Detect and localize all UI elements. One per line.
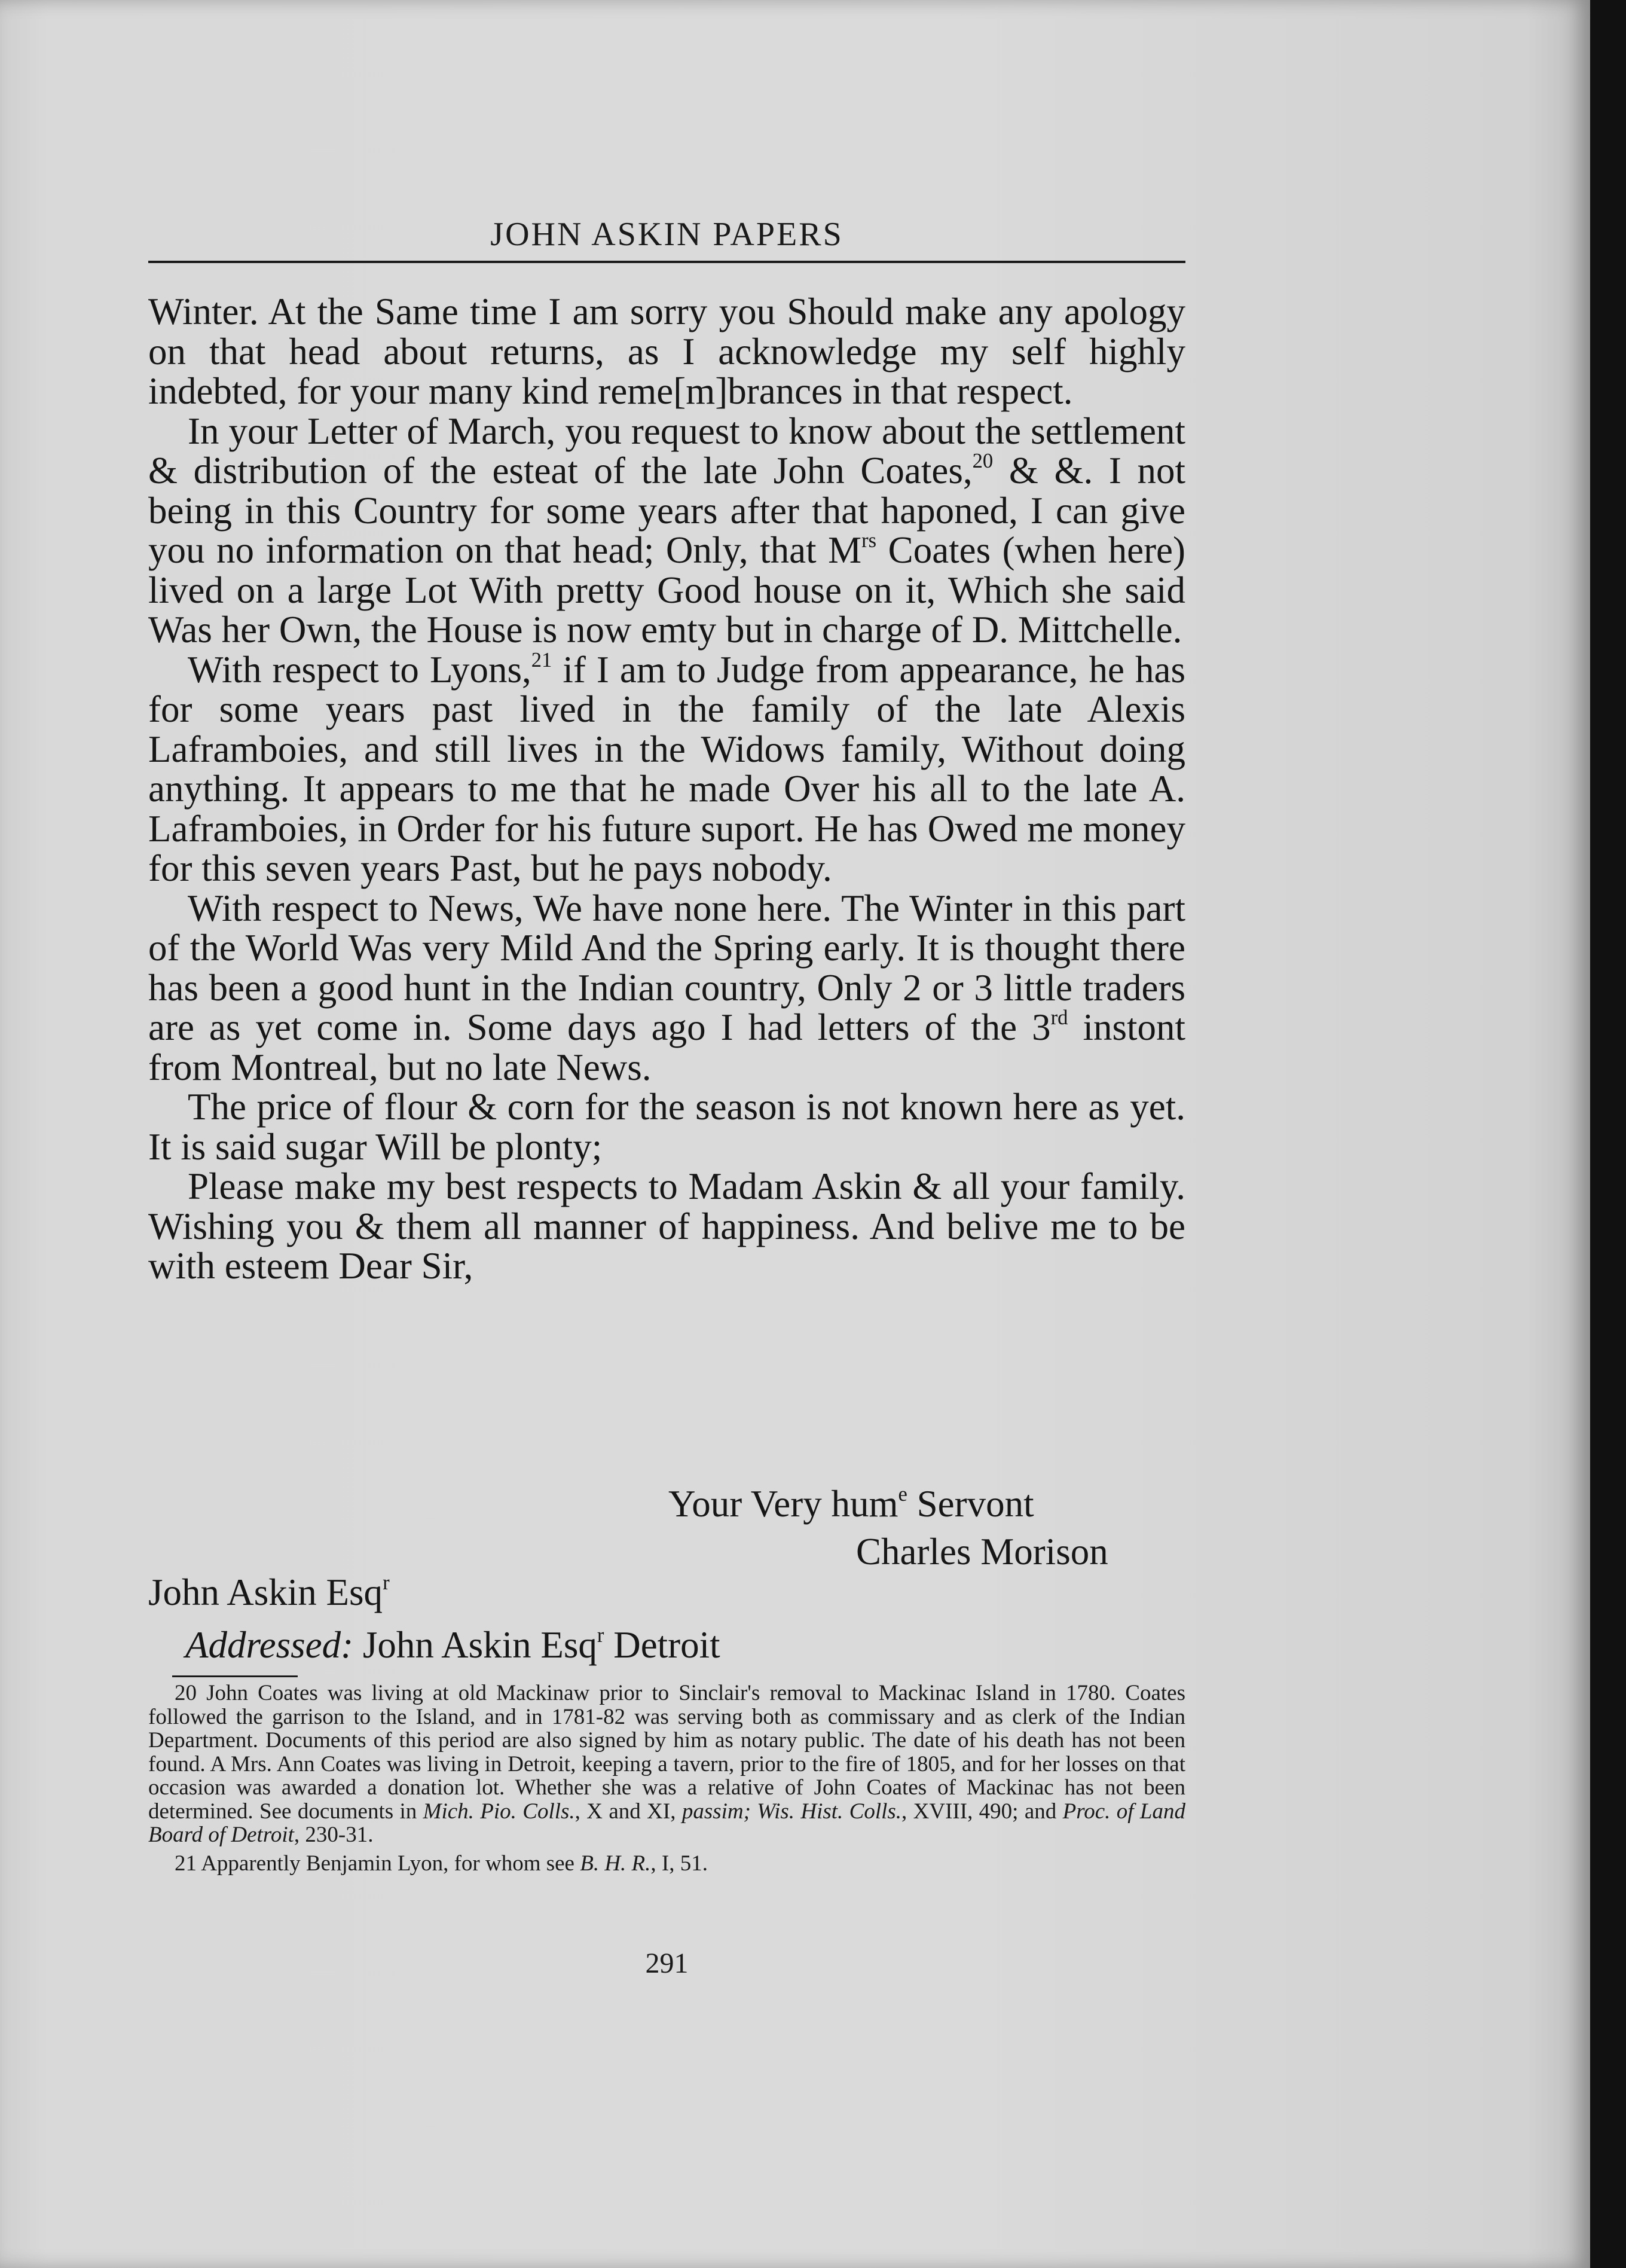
page-number: 291 — [645, 1948, 689, 1979]
addressed-line: Addressed: John Askin Esq$^r$ Detroit — [185, 1624, 720, 1666]
letter-body — [148, 292, 1185, 1286]
paragraph-6: Please make my best respects to Madam Askin & all your family. Wishing you & them all manner of happiness. And belive me to be with esteem Dear Sir, — [148, 1165, 1185, 1287]
header-rule — [148, 261, 1185, 263]
paragraph-5: The price of flour & corn for the season is not known here as yet. It is said sugar Will be plonty; — [148, 1086, 1185, 1168]
footnote-rule — [172, 1675, 298, 1677]
paragraph-2: In your Letter of March, you request to know about the settlement & distribution of the esteat of the late John Coates,$^{20}$ & &. I not being in this Country for some years after that haponed, I can give you no information on that head; Only, that $M^{rs}$ Coates (when here) lived on a large Lot With pretty Good house on it, Which she said Was her Own, the House is now emty but in charge of D. Mittchelle. — [148, 410, 1185, 651]
footnote-ref-21: 21 — [531, 648, 552, 671]
paragraph-3: With respect to Lyons,$^{21}$ if I am to Judge from appearance, he has for some years past lived in the family of the late Alexis Laframboies, and still lives in the Widows family, Without doing anything. It appears to me that he made Over his all to the late A. Laframboies, in Order for his future suport. He has Owed me money for this seven years Past, but he pays nobody. — [148, 648, 1185, 889]
recipient: John Askin Esq$^r$ — [148, 1571, 390, 1613]
paragraph-4: With respect to News, We have none here. The Winter in this part of the World Was very Mild And the Spring early. It is thought there has been a good hunt in the Indian country, Only 2 or 3 little traders are as yet come in. Some days ago I had letters of the 3rd instont from Montreal, but no late News. — [148, 887, 1186, 1088]
footnote-20: 20 John Coates was living at old Mackinaw prior to Sinclair's removal to Mackinac Island in 1780. Coates followed the garrison to the Island, and in 1781-82 was serving both as commissary and as clerk of the Indian Department. Documents of this period are also signed by him as notary public. The date of his death has not been found. A Mrs. Ann Coates was living in Detroit, keeping a tavern, prior to the fire of 1805, and for her losses on that occasion was awarded a donation lot. Whether she was a relative of John Coates of Mackinac has not been determined. See documents in Mich. Pio. Colls., X and XI, passim; Wis. Hist. Colls., XVIII, 490; and Proc. of Land Board of Detroit, 230-31. — [148, 1681, 1185, 1847]
footnotes — [148, 1681, 1185, 1875]
signature: Charles Morison — [856, 1531, 1108, 1573]
footnote-ref-20: 20 — [972, 450, 994, 473]
closing-line: Your Very hum$^e$ Servont — [668, 1483, 1034, 1525]
footnote-21: 21 Apparently Benjamin Lyon, for whom see B. H. R., I, 51. — [175, 1851, 708, 1876]
paragraph-1: Winter. At the Same time I am sorry you Should make any apology on that head about returns, as I acknowledge my self highly indebted, for your many kind reme[m]brances in that respect. — [148, 291, 1185, 412]
running-header: JOHN ASKIN PAPERS — [490, 216, 843, 253]
addressed-label: Addressed: — [185, 1624, 354, 1666]
page-edge-shadow — [1590, 0, 1626, 2268]
